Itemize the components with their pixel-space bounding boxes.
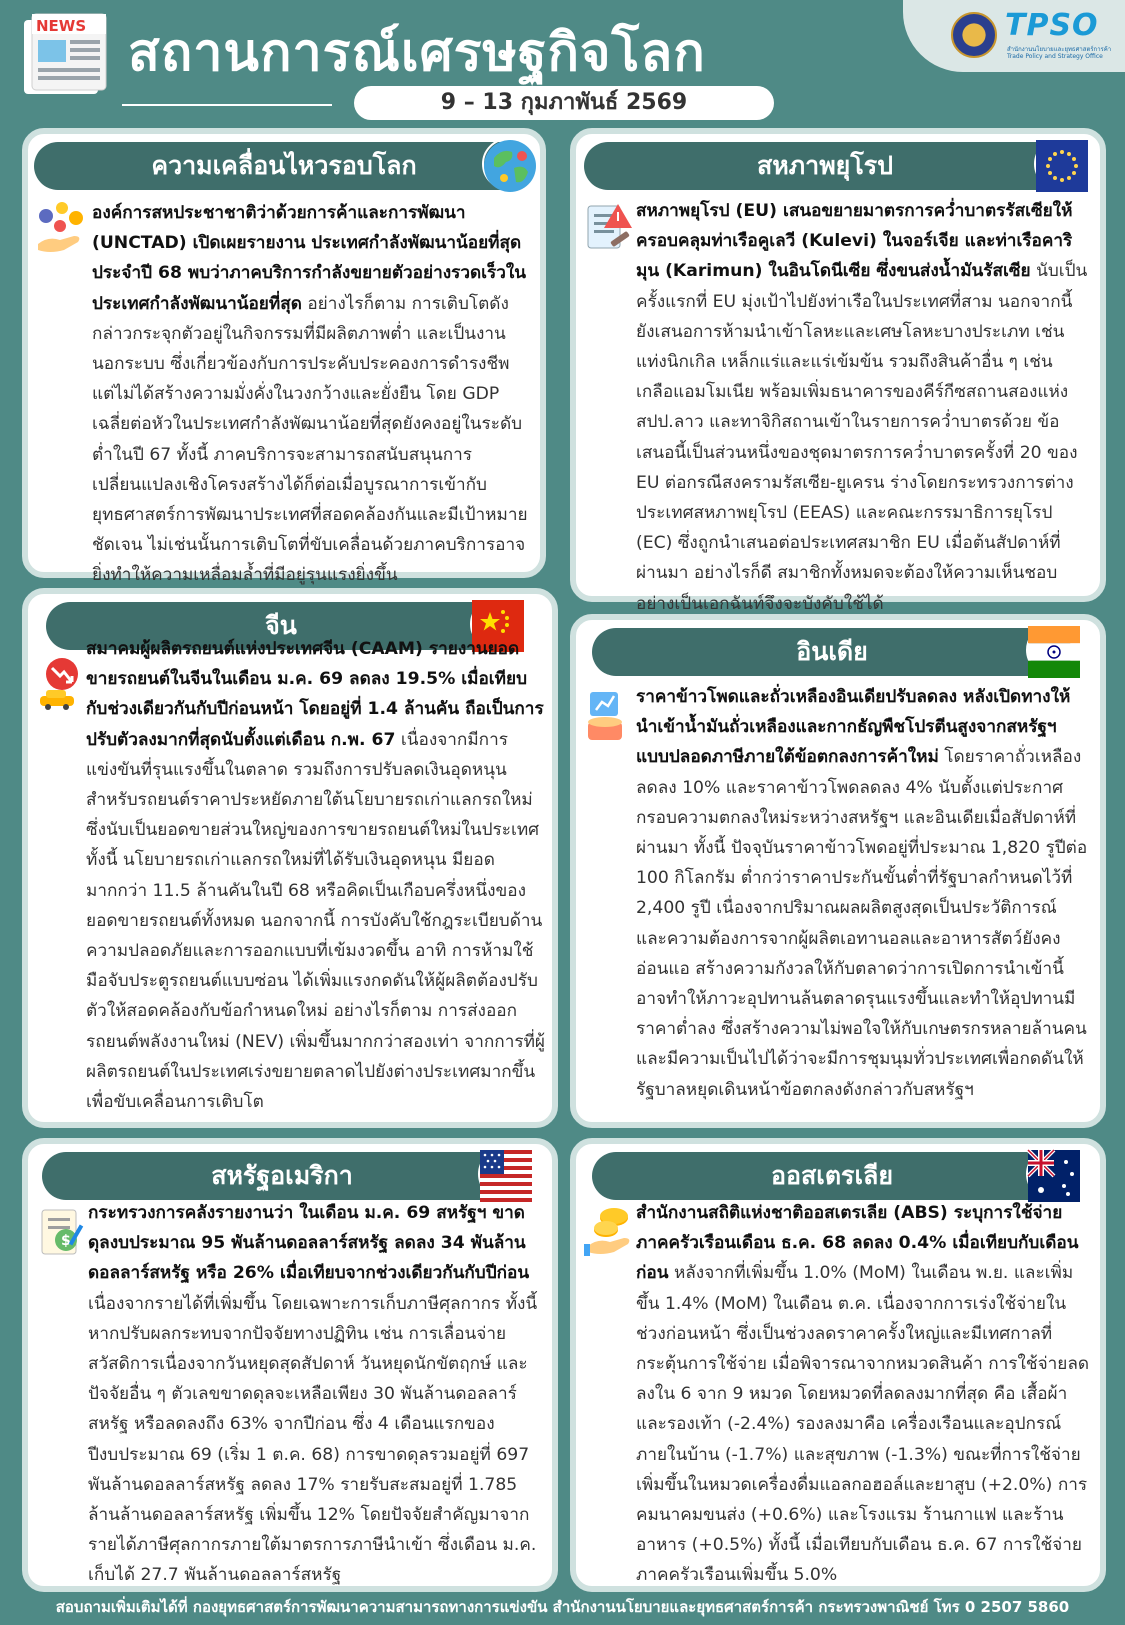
- title-underline: [122, 104, 332, 106]
- card-usa-header: [42, 1152, 522, 1200]
- card-australia-lead: สำนักงานสถิติแห่งชาติออสเตรเลีย (ABS) ระบุการใช้จ่ายภาคครัวเรือนเดือน ธ.ค. 68 ลดลง 0.4% เมื่อเทียบกับเดือนก่อน: [636, 1203, 1079, 1284]
- card-eu-text: นับเป็นครั้งแรกที่ EU มุ่งเป้าไปยังท่าเรือในประเทศที่สาม นอกจากนี้ยังเสนอการห้ามนำเข้าโลหะและเศษโลหะบางประเภท เช่น แท่งนิกเกิล เหล็กแร่และแร่เข้มข้น รวมถึงสินค้าอื่น ๆ เช่น เกลือแอมโมเนีย พร้อมเพิ่มธนาคารของคีร์กีซสถานสองแห่ง สปป.ลาว และทาจิกิสถานเข้าในรายการคว่ำบาตรด้วย ข้อเสนอนี้เป็นส่วนหนึ่งของชุดมาตรการคว่ำบาตรครั้งที่ 20 ของ EU ต่อกรณีสงครามรัสเซีย-ยูเครน ร่างโดยกระทรวงการต่างประเทศสหภาพยุโรป (EEAS) และคณะกรรมาธิการยุโรป (EC) ซึ่งถูกนำเสนอต่อประเทศสมาชิก EU เมื่อต้นสัปดาห์ที่ผ่านมา อย่างไรก็ดี สมาชิกทั้งหมดจะต้องให้ความเห็นชอบอย่างเป็นเอกฉันท์จึงจะบังคับใช้ได้: [636, 261, 1088, 614]
- page-title: สถานการณ์เศรษฐกิจโลก: [128, 23, 706, 83]
- card-australia: [570, 1138, 1106, 1592]
- card-usa: [22, 1138, 558, 1592]
- budget-report-icon: [36, 1206, 88, 1262]
- card-china-text: เนื่องจากมีการแข่งขันที่รุนแรงขึ้นในตลาด รวมถึงการปรับลดเงินอุดหนุนสำหรับรถยนต์ราคาประหยัดภายใต้นโยบายรถเก่าแลกรถใหม่ ซึ่งนับเป็นยอดขายส่วนใหญ่ของการขายรถยนต์ใหม่ในประเทศ ทั้งนี้ นโยบายรถเก่าแลกรถใหม่ที่ได้รับเงินอุดหนุน มียอดมากกว่า 11.5 ล้านคันในปี 68 หรือคิดเป็นเกือบครึ่งหนึ่งของยอดขายรถยนต์ทั้งหมด นอกจากนี้ การบังคับใช้กฎระเบียบด้านความปลอดภัยและการออกแบบที่เข้มงวดขึ้น อาทิ การห้ามใช้มือจับประตูรถยนต์แบบซ่อน ได้เพิ่มแรงกดดันให้ผู้ผลิตต้องปรับตัวให้สอดคล้องกับข้อกำหนดใหม่ อย่างไรก็ตาม การส่งออกรถยนต์พลังงานใหม่ (NEV) เพิ่มขึ้นมากกว่าสองเท่า จากการที่ผู้ผลิตรถยนต์ในประเทศเร่งขยายตลาดไปยังต่างประเทศมากขึ้นเพื่อขับเคลื่อนการเติบโต: [86, 729, 546, 1113]
- card-usa-text: เนื่องจากรายได้ที่เพิ่มขึ้น โดยเฉพาะการเก็บภาษีศุลกากร ทั้งนี้หากปรับผลกระทบจากปัจจัยทางปฏิทิน เช่น การเลื่อนจ่ายสวัสดิการเนื่องจากวันหยุดสุดสัปดาห์ วันหยุดนักขัตฤกษ์ และปัจจัยอื่น ๆ ตัวเลขขาดดุลจะเหลือเพียง 30 พันล้านดอลลาร์สหรัฐ หรือลดลงถึง 63% จากปีก่อน ซึ่ง 4 เดือนแรกของปีงบประมาณ 69 (เริ่ม 1 ต.ค. 68) การขาดดุลรวมอยู่ที่ 697 พันล้านดอลลาร์สหรัฐ ลดลง 17% รายรับสะสมอยู่ที่ 1.785 ล้านล้านดอลลาร์สหรัฐ เพิ่มขึ้น 12% โดยปัจจัยสำคัญมาจากรายได้ภาษีศุลกากรภายใต้มาตรการภาษีนำเข้า ซึ่งเดือน ม.ค. เก็บได้ 27.7 พันล้านดอลลาร์สหรัฐ: [88, 1293, 538, 1586]
- card-china-body: [86, 634, 546, 1117]
- card-global-body: [92, 198, 528, 591]
- card-eu-header: [584, 142, 1066, 190]
- tpso-logo-area: [903, 0, 1125, 72]
- car-sales-decline-icon: [36, 656, 88, 712]
- card-eu-body: [636, 196, 1088, 619]
- date-range: 9 – 13 กุมภาพันธ์ 2569: [354, 86, 774, 120]
- service-hand-icon: [34, 200, 86, 256]
- card-global: [22, 128, 546, 586]
- australia-flag-icon: [1026, 1148, 1078, 1200]
- tpso-logo-text: TPSO: [1005, 8, 1099, 43]
- card-china-lead: สมาคมผู้ผลิตรถยนต์แห่งประเทศจีน (CAAM) รายงานยอดขายรถยนต์ในจีนในเดือน ม.ค. 69 ลดลง 19.5% เมื่อเทียบกับช่วงเดียวกันกับปีก่อนหน้า โดยอยู่ที่ 1.4 ล้านคัน ถือเป็นการปรับตัวลงมากที่สุดนับตั้งแต่เดือน ก.พ. 67: [86, 639, 544, 750]
- news-icon: [22, 12, 108, 98]
- card-australia-text: หลังจากที่เพิ่มขึ้น 1.0% (MoM) ในเดือน พ.ย. และเพิ่มขึ้น 1.4% (MoM) ในเดือน ต.ค. เนื่องจากการเร่งใช้จ่ายในช่วงก่อนหน้า ซึ่งเป็นช่วงลดราคาครั้งใหญ่และมีเทศกาลที่กระตุ้นการใช้จ่าย เมื่อพิจารณาจากหมวดสินค้า การใช้จ่ายลดลงใน 6 จาก 9 หมวด โดยหมวดที่ลดลงมากที่สุด คือ เสื้อผ้าและรองเท้า (-2.4%) รองลงมาคือ เครื่องเรือนและอุปกรณ์ภายในบ้าน (-1.7%) และสุขภาพ (-1.3%) ขณะที่การใช้จ่ายเพิ่มขึ้นในหมวดเครื่องดื่มแอลกอฮอล์และยาสูบ (+2.0%) การคมนาคมขนส่ง (+0.6%) และโรงแรม ร้านกาแฟ และร้านอาหาร (+0.5%) ทั้งนี้ เมื่อเทียบกับเดือน ธ.ค. 67 การใช้จ่ายภาคครัวเรือนเพิ่มขึ้น 5.0%: [636, 1263, 1090, 1586]
- card-india: [570, 614, 1106, 1128]
- grain-price-icon: [584, 688, 636, 744]
- card-india-header: [592, 628, 1072, 676]
- card-global-lead: องค์การสหประชาชาติว่าด้วยการค้าและการพัฒนา (UNCTAD) เปิดเผยรายงาน ประเทศกำลังพัฒนาน้อยที่สุดประจำปี 68 พบว่าภาคบริการกำลังขยายตัวอย่างรวดเร็วในประเทศกำลังพัฒนาน้อยที่สุด: [92, 203, 527, 314]
- card-global-header: [34, 142, 534, 190]
- card-china: [22, 588, 558, 1128]
- card-usa-body: [88, 1198, 544, 1591]
- card-eu-title: สหภาพยุโรป: [756, 151, 894, 180]
- coin-hand-icon: [584, 1204, 636, 1260]
- eu-flag-icon: [1034, 138, 1086, 190]
- card-usa-title: สหรัฐอเมริกา: [211, 1161, 353, 1190]
- sanction-document-icon: [584, 200, 636, 256]
- card-india-text: โดยราคาถั่วเหลืองลดลง 10% และราคาข้าวโพดลดลง 4% นับตั้งแต่ประกาศกรอบความตกลงใหม่ระหว่างสหรัฐฯ และอินเดียเมื่อสัปดาห์ที่ผ่านมา ทั้งนี้ ปัจจุบันราคาข้าวโพดอยู่ที่ประมาณ 1,820 รูปีต่อ 100 กิโลกรัม ต่ำกว่าราคาประกันขั้นต่ำที่รัฐบาลกำหนดไว้ที่ 2,400 รูปี เนื่องจากปริมาณผลผลิตสูงสุดเป็นประวัติการณ์ และความต้องการจากผู้ผลิตเอทานอลและอาหารสัตว์ยังคงอ่อนแอ สร้างความกังวลให้กับตลาดว่าการเปิดการนำเข้านี้อาจทำให้ภาวะอุปทานล้นตลาดรุนแรงขึ้นและทำให้อุปทานมีราคาต่ำลง ซึ่งสร้างความไม่พอใจให้กับเกษตรกรหลายล้านคน และมีความเป็นไปได้ว่าจะมีการชุมนุมทั่วประเทศเพื่อกดดันให้รัฐบาลหยุดเดินหน้าข้อตกลงดังกล่าวกับสหรัฐฯ: [636, 747, 1088, 1100]
- card-india-body: [636, 682, 1090, 1105]
- card-global-title: ความเคลื่อนไหวรอบโลก: [151, 151, 417, 180]
- card-eu: [570, 128, 1106, 614]
- card-eu-lead: สหภาพยุโรป (EU) เสนอขยายมาตรการคว่ำบาตรรัสเซียให้ครอบคลุมท่าเรือคูเลวี (Kulevi) ในจอร์เจีย และท่าเรือคาริมุน (Karimun) ในอินโดนีเซีย ซึ่งขนส่งน้ำมันรัสเซีย: [636, 201, 1073, 282]
- svg-text:$: $: [61, 1233, 71, 1249]
- card-india-title: อินเดีย: [796, 637, 868, 666]
- card-global-text: อย่างไรก็ตาม การเติบโตดังกล่าวกระจุกตัวอยู่ในกิจกรรมที่มีผลิตภาพต่ำ และเป็นงานนอกระบบ ซึ่งเกี่ยวข้องกับการประคับประคองการดำรงชีพ แต่ไม่ได้สร้างความมั่งคั่งในวงกว้างและยั่งยืน โดย GDP เฉลี่ยต่อหัวในประเทศกำลังพัฒนาน้อยที่สุดยังคงอยู่ในระดับต่ำในปี 67 ทั้งนี้ ภาคบริการจะสามารถสนับสนุนการเปลี่ยนแปลงเชิงโครงสร้างได้ก็ต่อเมื่อบูรณาการเข้ากับยุทธศาสตร์การพัฒนาประเทศที่สอดคล้องกันและมีเป้าหมายชัดเจน ไม่เช่นนั้นการเติบโตที่ขับเคลื่อนด้วยภาคบริการอาจยิ่งทำให้ความเหลื่อมล้ำที่มีอยู่รุนแรงยิ่งขึ้น: [92, 293, 528, 586]
- card-india-lead: ราคาข้าวโพดและถั่วเหลืองอินเดียปรับลดลง หลังเปิดทางให้นำเข้าน้ำมันถั่วเหลืองและกากธัญพืชโปรตีนสูงจากสหรัฐฯ แบบปลอดภาษีภายใต้ข้อตกลงการค้าใหม่: [636, 687, 1071, 768]
- card-australia-header: [592, 1152, 1072, 1200]
- card-australia-title: ออสเตรเลีย: [770, 1161, 893, 1190]
- globe-icon: [482, 138, 534, 190]
- india-flag-icon: [1026, 624, 1078, 676]
- ministry-seal-icon: [951, 12, 997, 58]
- usa-flag-icon: [478, 1148, 530, 1200]
- footer-contact: สอบถามเพิ่มเติมได้ที่ กองยุทธศาสตร์การพัฒนาความสามารถทางการแข่งขัน สำนักงานนโยบายและยุทธศาสตร์การค้า กระทรวงพาณิชย์ โทร 0 2507 5860: [55, 1598, 1070, 1616]
- card-usa-lead: กระทรวงการคลังรายงานว่า ในเดือน ม.ค. 69 สหรัฐฯ ขาดดุลงบประมาณ 95 พันล้านดอลลาร์สหรัฐ ลดลง 34 พันล้านดอลลาร์สหรัฐ หรือ 26% เมื่อเทียบจากช่วงเดียวกันกับปีก่อน: [88, 1203, 530, 1284]
- tpso-logo-subtitle: สำนักงานนโยบายและยุทธศาสตร์การค้า Trade Policy and Strategy Office: [1007, 46, 1112, 60]
- card-china-title: จีน: [265, 611, 297, 640]
- news-badge-text: NEWS: [36, 17, 87, 35]
- card-australia-body: [636, 1198, 1092, 1591]
